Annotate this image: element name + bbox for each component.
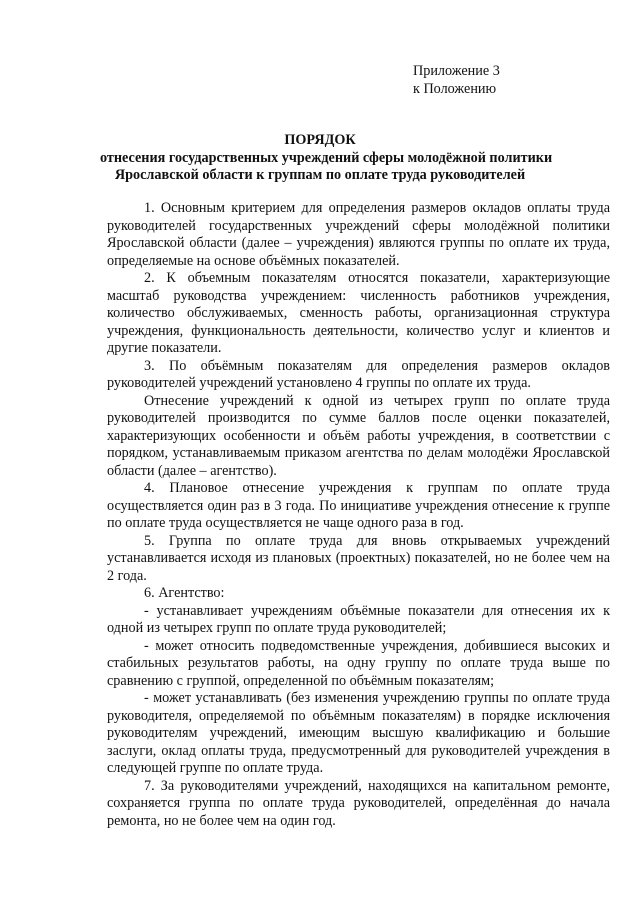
paragraph-2: 2. К объемным показателям относятся показатели, характеризующие масштаб руководства учреждением: численность работников учреждения, количество обслуживаемых, сменность работы, организационная структура учреждения, функциональность деятельности, количество услуг и клиентов и другие показатели. bbox=[107, 270, 610, 356]
document-subtitle-line-1: отнесения государственных учреждений сферы молодёжной политики bbox=[100, 149, 553, 166]
paragraph-3-continuation: Отнесение учреждений к одной из четырех групп по оплате труда руководителей производится по сумме баллов после оценки показателей, характеризующих особенности и объём работы учреждения, в соответствии с порядком, устанавливаемым приказом агентства по делам молодёжи Ярославской области (далее – агентство). bbox=[107, 392, 610, 479]
appendix-line-2: к Положению bbox=[413, 81, 497, 97]
document-body bbox=[107, 200, 610, 830]
paragraph-6-item-3: - может устанавливать (без изменения учреждению группы по оплате труда руководителя, определяемой по объёмным показателям) в порядке исключения руководителям учреждений, имеющим высшую квалификацию и большие заслуги, оклад оплаты труда, предусмотренный для руководителей учреждения в следующей группе по оплате труда. bbox=[107, 690, 610, 776]
appendix-reference bbox=[413, 62, 500, 98]
document-heading bbox=[100, 132, 553, 185]
paragraph-3: 3. По объёмным показателям для определения размеров окладов руководителей учреждений установлено 4 группы по оплате их труда. bbox=[107, 357, 610, 391]
paragraph-6: 6. Агентство: bbox=[144, 585, 225, 601]
paragraph-6-item-1: - устанавливает учреждениям объёмные показатели для отнесения их к одной из четырех групп по оплате труда руководителей; bbox=[107, 602, 610, 636]
paragraph-1: 1. Основным критерием для определения размеров окладов оплаты труда руководителей государственных учреждений сферы молодёжной политики Ярославской области (далее – учреждения) являются группы по оплате их труда, определяемые на основе объёмных показателей. bbox=[107, 200, 610, 269]
paragraph-4: 4. Плановое отнесение учреждения к группам по оплате труда осуществляется один раз в 3 года. По инициативе учреждения отнесение к группе по оплате труда осуществляется не чаще одного раза в год. bbox=[107, 480, 610, 531]
paragraph-7: 7. За руководителями учреждений, находящихся на капитальном ремонте, сохраняется группа по оплате труда руководителей, определённая до начала ремонта, но не более чем на один год. bbox=[107, 777, 610, 829]
appendix-line-1: Приложение 3 bbox=[413, 63, 500, 79]
paragraph-5: 5. Группа по оплате труда для вновь открываемых учреждений устанавливается исходя из плановых (проектных) показателей, но не более чем на 2 года. bbox=[107, 532, 610, 584]
paragraph-6-item-2: - может относить подведомственные учреждения, добившиеся высоких и стабильных результатов работы, на одну группу по оплате труда выше по сравнению с группой, определенной по объёмным показателям; bbox=[107, 637, 610, 689]
document-title: ПОРЯДОК bbox=[284, 132, 356, 148]
document-subtitle-line-2: Ярославской области к группам по оплате труда руководителей bbox=[114, 167, 526, 183]
